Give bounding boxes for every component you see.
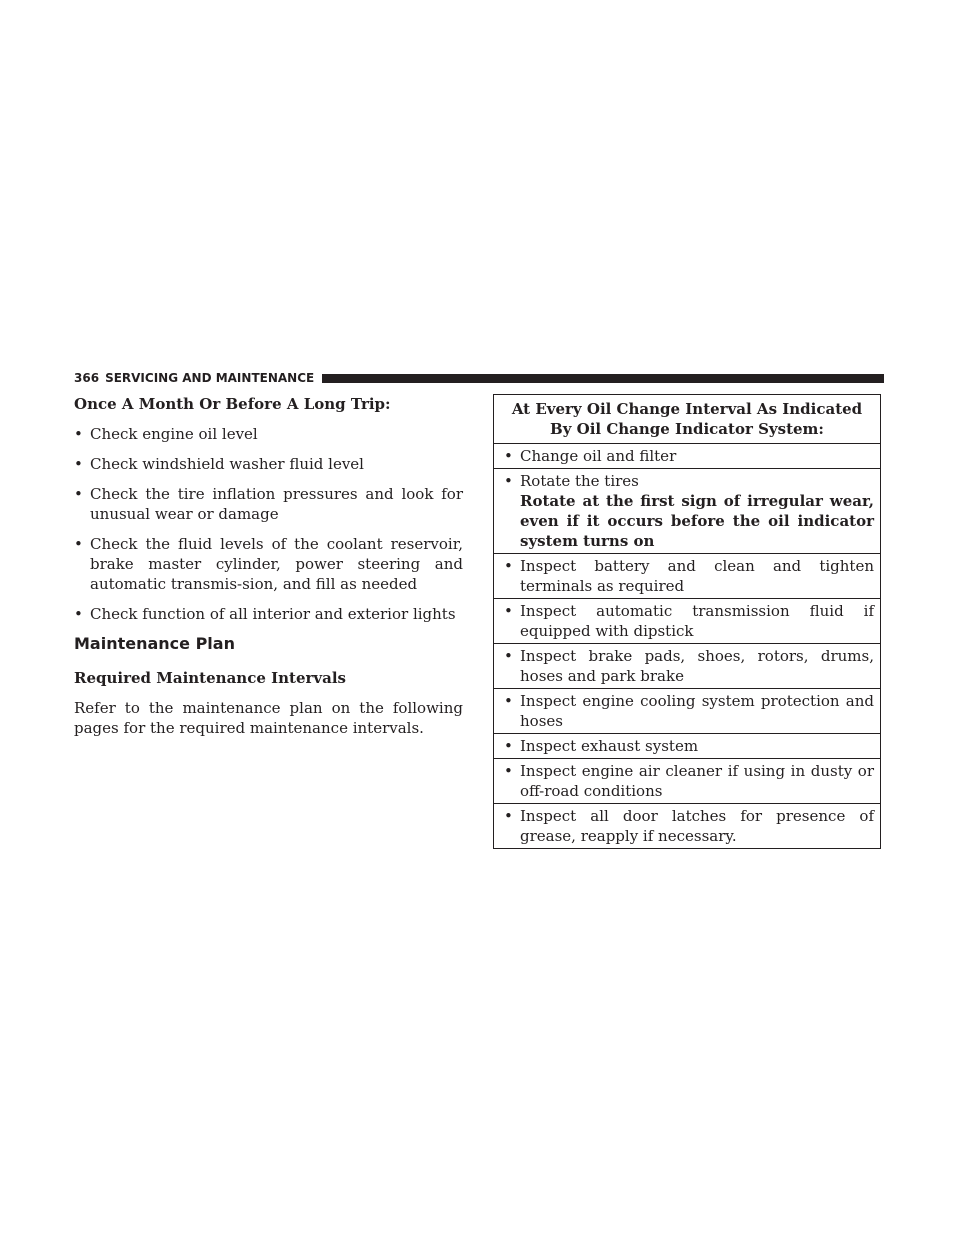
table-row: [494, 469, 880, 554]
list-item-text: Check function of all interior and exterior lights: [90, 605, 456, 623]
list-item-text: Check the fluid levels of the coolant reservoir, brake master cylinder, power steering and automatic transmis-sion, and fill as needed: [90, 535, 463, 593]
bullet-icon: •: [504, 647, 513, 665]
row-note: Rotate at the first sign of irregular wear, even if it occurs before the oil indicator system turns on: [520, 492, 874, 550]
table-row: [494, 759, 880, 804]
table-row: [494, 444, 880, 469]
intervals-paragraph: Refer to the maintenance plan on the following pages for the required maintenance intervals.: [74, 699, 463, 737]
section-title: SERVICING AND MAINTENANCE: [105, 371, 315, 385]
list-item: [74, 424, 463, 444]
table-row: [494, 734, 880, 759]
row-text: Inspect exhaust system: [520, 737, 699, 755]
header-rule: [322, 374, 884, 383]
row-text: Inspect engine cooling system protection and hoses: [520, 692, 874, 730]
table-row: [494, 689, 880, 734]
list-item: [74, 484, 463, 524]
bullet-icon: •: [504, 807, 513, 825]
monthly-heading: Once A Month Or Before A Long Trip:: [74, 395, 391, 413]
bullet-icon: •: [74, 605, 83, 623]
table-row: [494, 599, 880, 644]
bullet-icon: •: [74, 455, 83, 473]
oil-change-table: [493, 394, 881, 849]
row-text: Inspect brake pads, shoes, rotors, drums, hoses and park brake: [520, 647, 874, 685]
bullet-icon: •: [504, 602, 513, 620]
page-number: 366: [74, 371, 100, 385]
table-header: At Every Oil Change Interval As Indicated By Oil Change Indicator System:: [494, 395, 880, 444]
bullet-icon: •: [504, 557, 513, 575]
row-text: Inspect battery and clean and tighten terminals as required: [520, 557, 874, 595]
bullet-icon: •: [504, 472, 513, 490]
row-text: Change oil and filter: [520, 447, 677, 465]
list-item: [74, 534, 463, 594]
row-text: Rotate the tires: [520, 472, 639, 490]
row-text: Inspect all door latches for presence of grease, reapply if necessary.: [520, 807, 874, 845]
table-row: [494, 644, 880, 689]
monthly-list: [74, 424, 463, 624]
bullet-icon: •: [74, 425, 83, 443]
bullet-icon: •: [504, 447, 513, 465]
list-item-text: Check engine oil level: [90, 425, 258, 443]
row-text: Inspect engine air cleaner if using in dusty or off-road conditions: [520, 762, 874, 800]
left-column: [74, 394, 463, 748]
maintenance-plan-heading: Maintenance Plan: [74, 634, 235, 653]
bullet-icon: •: [504, 692, 513, 710]
bullet-icon: •: [74, 535, 83, 553]
bullet-icon: •: [504, 762, 513, 780]
row-text: Inspect automatic transmission fluid if equipped with dipstick: [520, 602, 874, 640]
list-item: [74, 604, 463, 624]
intervals-subheading: Required Maintenance Intervals: [74, 669, 346, 687]
list-item-text: Check the tire inflation pressures and look for unusual wear or damage: [90, 485, 463, 523]
list-item: [74, 454, 463, 474]
table-row: [494, 804, 880, 848]
page-header: [74, 370, 884, 386]
list-item-text: Check windshield washer fluid level: [90, 455, 364, 473]
bullet-icon: •: [504, 737, 513, 755]
bullet-icon: •: [74, 485, 83, 503]
table-row: [494, 554, 880, 599]
